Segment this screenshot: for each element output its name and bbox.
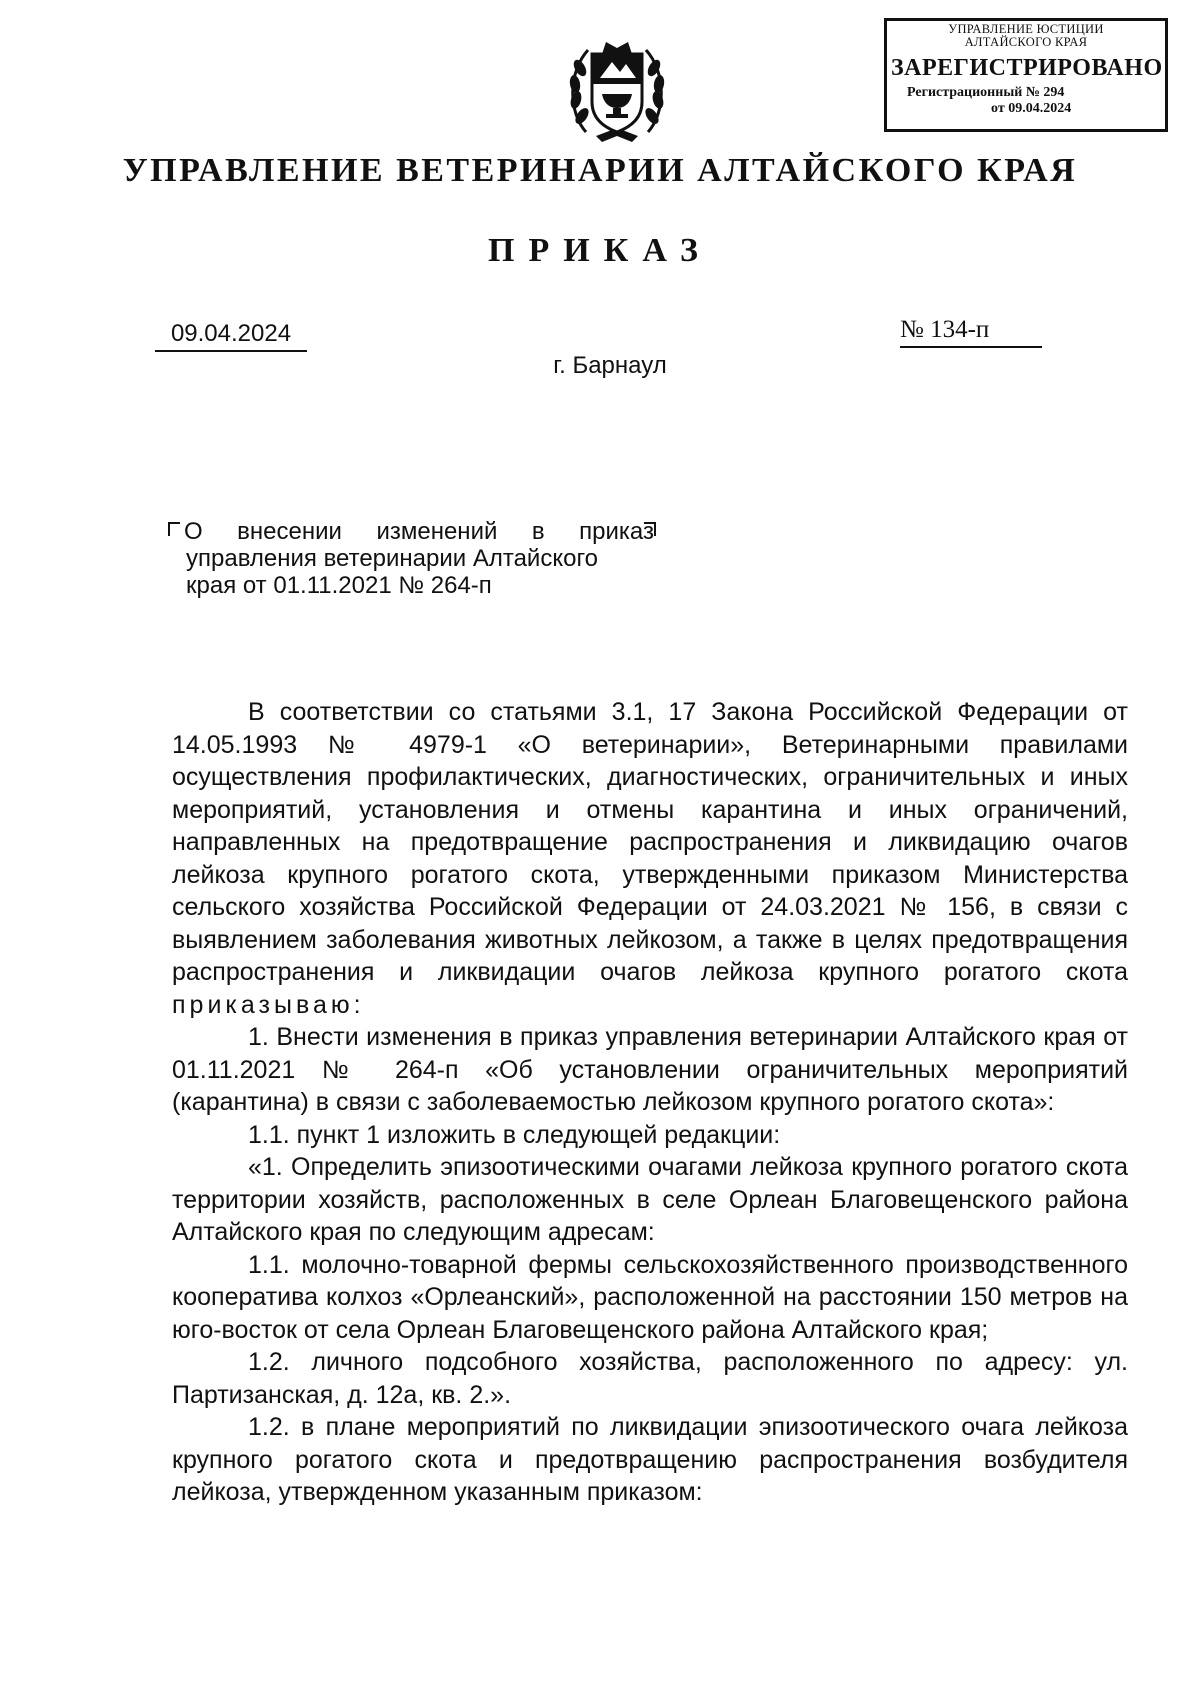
stamp-org-line2: АЛТАЙСКОГО КРАЯ <box>964 35 1088 49</box>
subject-line-3: края от 01.11.2021 № 264-п <box>186 572 492 599</box>
stamp-reg-date: от 09.04.2024 <box>991 101 1072 116</box>
body-paragraph-1-2: 1.2. в плане мероприятий по ликвидации эпизоотического очага лейкоза крупного рогатого скота и предотвращению распространения возбудителя лейкоза, утвержденном указанным приказом: <box>172 1413 1128 1506</box>
coat-of-arms-icon <box>566 32 668 144</box>
registration-stamp <box>884 18 1168 132</box>
stamp-status: ЗАРЕГИСТРИРОВАНО <box>891 55 1163 81</box>
document-city: г. Барнаул <box>553 352 667 379</box>
stamp-org-line1: УПРАВЛЕНИЕ ЮСТИЦИИ <box>948 22 1104 36</box>
subject-line-2: управления ветеринарии Алтайского <box>186 545 599 572</box>
document-type: ПРИКАЗ <box>488 232 712 269</box>
body-paragraph-quote: «1. Определить эпизоотическими очагами лейкоза крупного рогатого скота территории хозяйств, расположенных в селе Орлеан Благовещенского района Алтайского края по следующим адресам: <box>172 1153 1128 1246</box>
document-number: № 134-п <box>900 316 1042 348</box>
document-body <box>172 696 1128 1509</box>
document-date: 09.04.2024 <box>155 320 307 352</box>
order-word: приказываю: <box>172 990 365 1019</box>
document-subject <box>168 518 654 599</box>
agency-title: УПРАВЛЕНИЕ ВЕТЕРИНАРИИ АЛТАЙСКОГО КРАЯ <box>122 152 1078 189</box>
subject-line-1: О внесении изменений в приказ <box>184 518 654 545</box>
body-paragraph-item-1: 1.1. молочно-товарной фермы сельскохозяйственного производственного кооператива колхоз «Орлеанский», расположенной на расстоянии 150 метров на юго-восток от села Орлеан Благовещенского района Алтайского края; <box>172 1250 1128 1344</box>
preamble-text: В соответствии со статьями 3.1, 17 Закона Российской Федерации от 14.05.1993 № 4979-1 «О ветеринарии», Ветеринарными правилами осуществления профилактических, диагностических, ограничительных и иных мероприятий, установления и отмены карантина и иных ограничений, направленных на предотвращение распространения и ликвидацию очагов лейкоза крупного рогатого скота, утвержденными приказом Министерства сельского хозяйства Российской Федерации от 24.03.2021 № 156, в связи с выявлением заболевания животных лейкозом, а также в целях предотвращения распространения и ликвидации очагов лейкоза крупного рогатого скота <box>172 698 1128 986</box>
body-paragraph-1: 1. Внести изменения в приказ управления ветеринарии Алтайского края от 01.11.2021 № 264-п «Об установлении ограничительных мероприятий (карантина) в связи с заболеваемостью лейкозом крупного рогатого скота»: <box>172 1023 1128 1116</box>
body-paragraph-1-1: 1.1. пункт 1 изложить в следующей редакции: <box>248 1120 781 1149</box>
body-paragraph-preamble <box>172 696 1128 1021</box>
stamp-reg-number: Регистрационный № 294 <box>907 85 1065 100</box>
body-paragraph-item-2: 1.2. личного подсобного хозяйства, расположенного по адресу: ул. Партизанская, д. 12а, кв. 2.». <box>172 1348 1128 1409</box>
